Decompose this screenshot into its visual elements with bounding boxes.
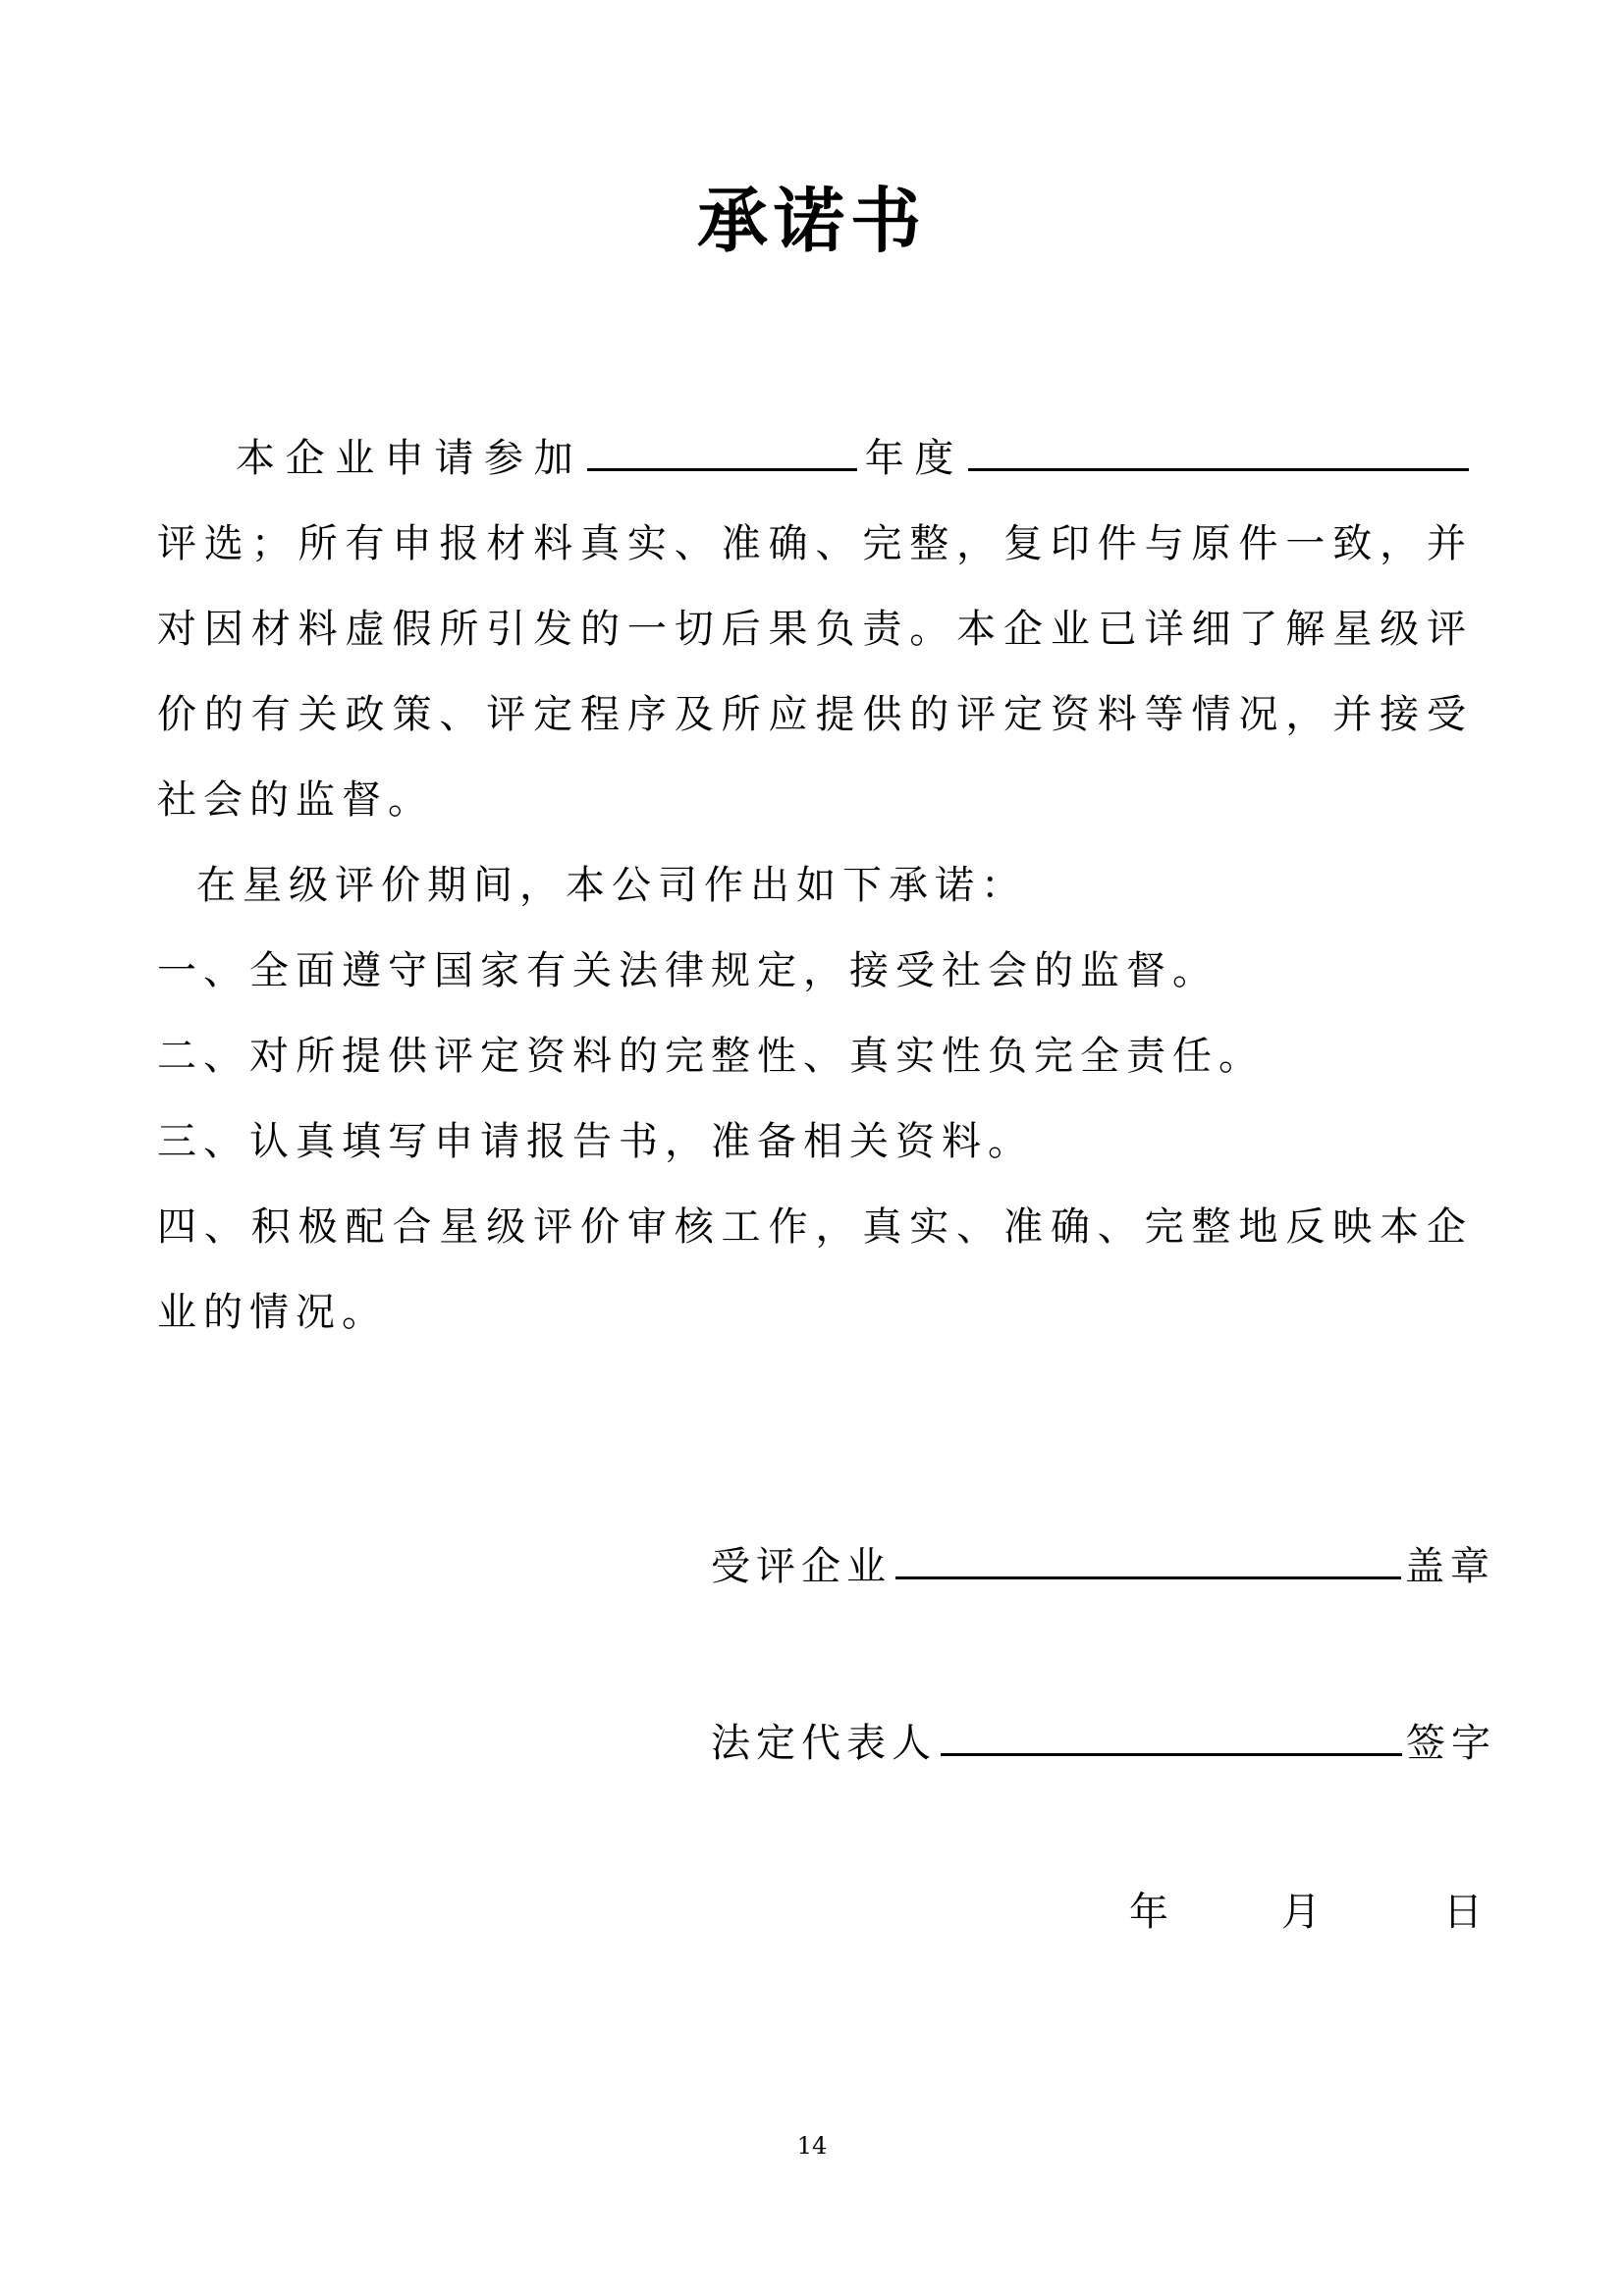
intro-text-part-3: 评选；所有申报材料真实、准确、完整，复印件与原件一致，并对因材料虚假所引发的一切后果负责。本企业已详细了解星级评价的有关政策、评定程序及所应提供的评定资料等情况，并接受社会的监督。 (157, 521, 1473, 823)
intro-text-part-1: 本企业申请参加 (236, 436, 584, 481)
date-day-label: 日 (1443, 1890, 1483, 1935)
representative-name-blank[interactable] (941, 1710, 1402, 1756)
document-body (157, 416, 1473, 1356)
representative-label: 法定代表人 (711, 1721, 937, 1766)
evaluation-year-blank[interactable] (968, 423, 1469, 471)
company-seal-line (711, 1533, 1495, 1596)
commitment-intro-paragraph (157, 416, 1473, 843)
commitment-item-4: 四、积极配合星级评价审核工作，真实、准确、完整地反映本企业的情况。 (157, 1204, 1473, 1335)
signature-label: 签字 (1406, 1721, 1496, 1766)
legal-representative-line (711, 1710, 1496, 1773)
company-label: 受评企业 (711, 1544, 892, 1589)
company-name-blank[interactable] (895, 1533, 1401, 1579)
commitment-item-1: 一、全面遵守国家有关法律规定，接受社会的监督。 (157, 948, 1218, 993)
date-month-label: 月 (1281, 1890, 1321, 1935)
application-name-blank[interactable] (587, 423, 857, 471)
commitment-item-3: 三、认真填写申请报告书，准备相关资料。 (157, 1119, 1034, 1164)
seal-label: 盖章 (1405, 1544, 1495, 1589)
page-number: 14 (796, 2132, 828, 2160)
date-year-label: 年 (1129, 1890, 1168, 1935)
commitment-heading-paragraph: 在星级评价期间，本公司作出如下承诺： (196, 863, 1027, 908)
document-title: 承诺书 (696, 179, 927, 262)
commitment-item-2: 二、对所提供评定资料的完整性、真实性负完全责任。 (157, 1034, 1265, 1079)
intro-text-part-2: 年度 (861, 436, 965, 481)
